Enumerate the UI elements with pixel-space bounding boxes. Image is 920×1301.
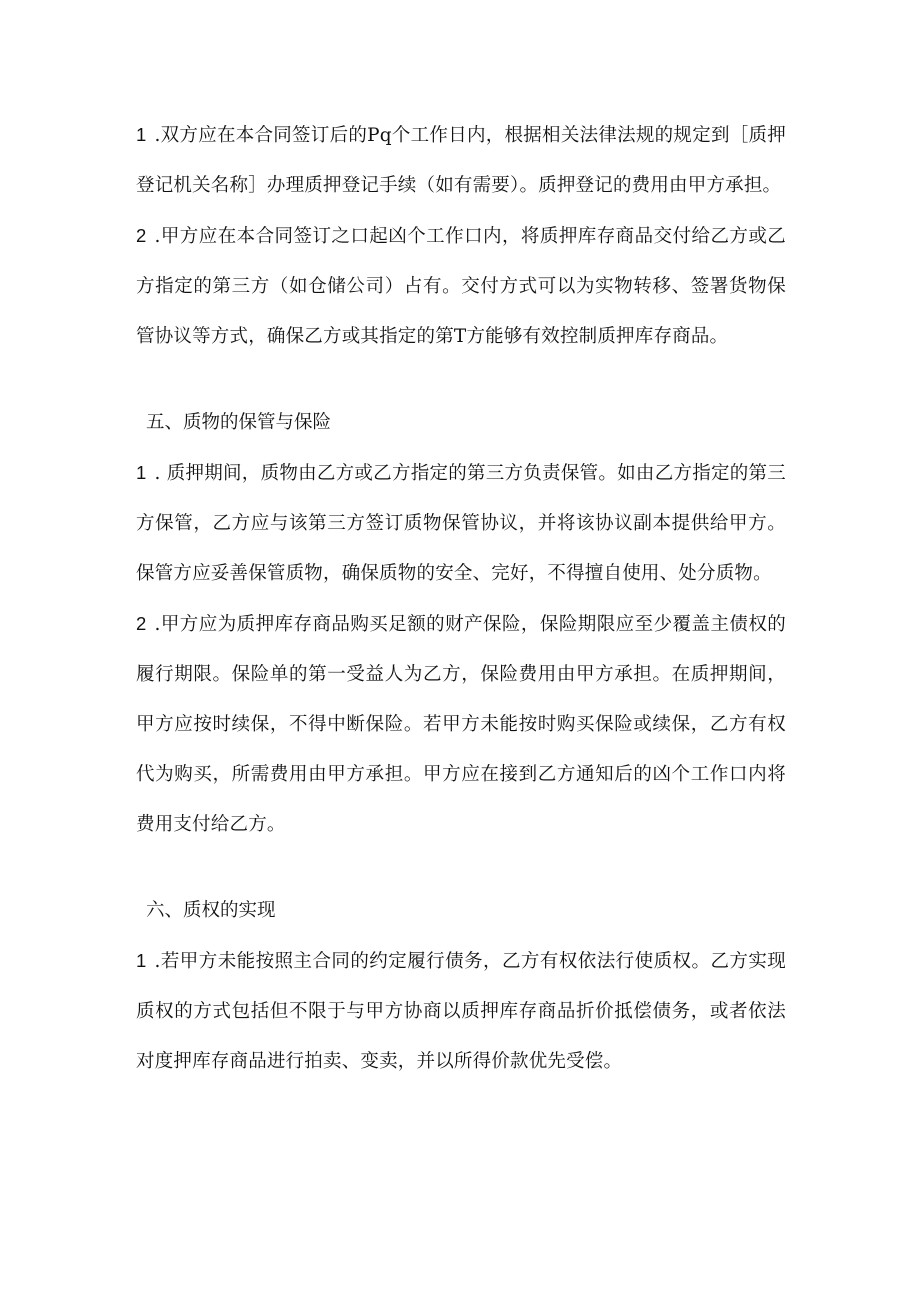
- clause-1-custody: [136, 448, 786, 599]
- clause-text: . 质押期间，质物由乙方或乙方指定的第三方负责保管。如由乙方指定的第三方保管，乙方应与该第三方签订质物保管协议，并将该协议副本提供给甲方。保管方应妥善保管质物，确保质物的安全、完好，不得擅自使用、处分质物。: [136, 463, 786, 584]
- clause-number: 1: [136, 124, 147, 145]
- clause-1-realization: [136, 936, 786, 1087]
- clause-number: 2: [136, 225, 147, 246]
- clause-2-delivery: [136, 211, 786, 362]
- clause-text: .甲方应为质押库存商品购买足额的财产保险，保险期限应至少覆盖主债权的履行期限。保险单的第一受益人为乙方，保险费用由甲方承担。在质押期间，甲方应按时续保，不得中断保险。若甲方未能按时购买保险或续保，乙方有权代为购买，所需费用由甲方承担。甲方应在接到乙方通知后的凶个工作口内将费用支付给乙方。: [136, 614, 786, 835]
- section-heading: 六、质权的实现: [146, 900, 276, 921]
- clause-text: .双方应在本合同签订后的Pq个工作日内，根据相关法律法规的规定到［质押登记机关名称］办理质押登记手续（如有需要）。质押登记的费用由甲方承担。: [136, 125, 786, 196]
- clause-number: 1: [136, 462, 147, 483]
- clause-text: .甲方应在本合同签订之口起凶个工作口内，将质押库存商品交付给乙方或乙方指定的第三方（如仓储公司）占有。交付方式可以为实物转移、签署货物保管协议等方式，确保乙方或其指定的第T方能够有效控制质押库存商品。: [136, 226, 786, 347]
- clause-2-insurance: [136, 599, 786, 850]
- clause-number: 2: [136, 613, 147, 634]
- document-body: [136, 110, 786, 1087]
- section-custody-insurance: [136, 398, 786, 850]
- section-pledge-realization: [136, 886, 786, 1087]
- section-heading: 五、质物的保管与保险: [146, 412, 332, 433]
- clause-number: 1: [136, 950, 147, 971]
- clause-1-registration: [136, 110, 786, 211]
- section-registration-delivery: [136, 110, 786, 362]
- clause-text: .若甲方未能按照主合同的约定履行债务，乙方有权依法行使质权。乙方实现质权的方式包括但不限于与甲方协商以质押库存商品折价抵偿债务，或者依法对度押库存商品进行拍卖、变卖，并以所得价款优先受偿。: [136, 951, 786, 1072]
